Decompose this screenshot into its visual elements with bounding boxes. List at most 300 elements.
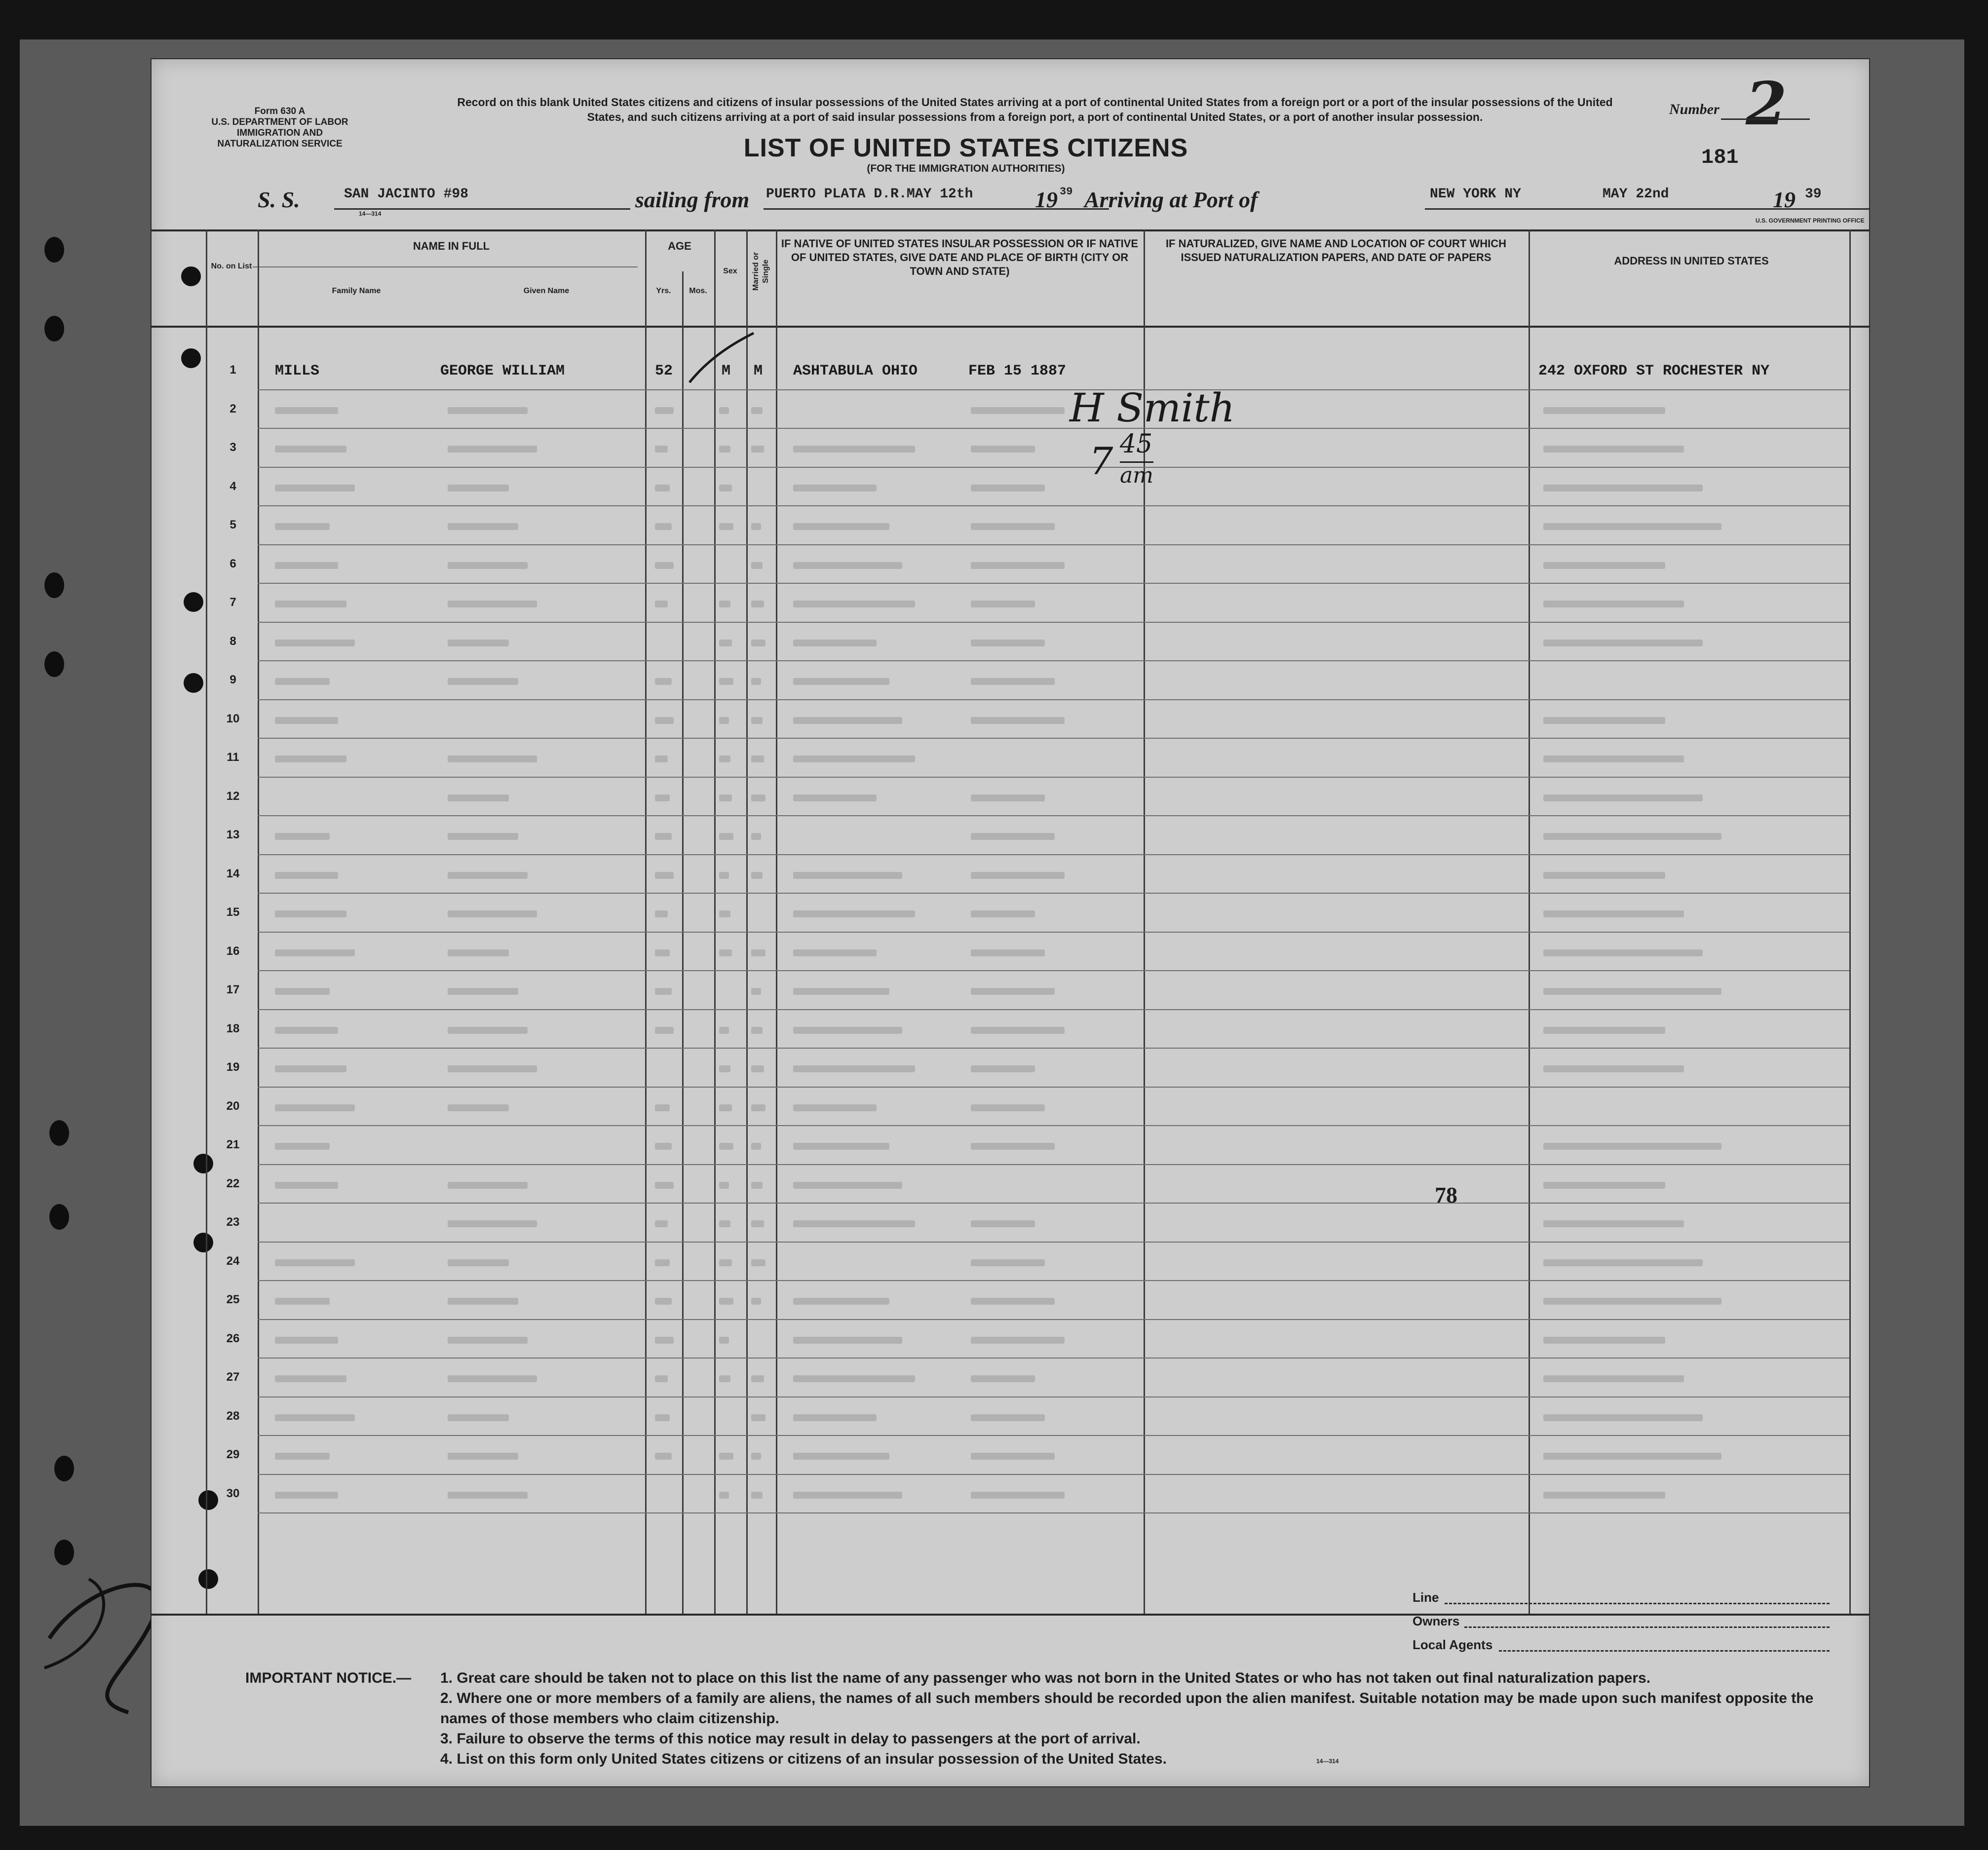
faded-entry	[1543, 1259, 1703, 1266]
column-header-given-name: Given Name	[523, 287, 570, 295]
faded-entry	[751, 1027, 763, 1034]
sailing-year: 39	[1060, 186, 1073, 198]
page-title: LIST OF UNITED STATES CITIZENS	[743, 134, 1188, 162]
faded-entry	[275, 1453, 330, 1460]
faded-entry	[971, 1375, 1035, 1382]
row-rule	[258, 1087, 1849, 1088]
faded-entry	[275, 1298, 330, 1305]
faded-entry	[275, 485, 355, 491]
row-number: 7	[229, 596, 236, 609]
row-rule	[258, 1474, 1849, 1475]
faded-entry	[275, 678, 330, 685]
row-number: 20	[226, 1099, 240, 1113]
row-number: 6	[229, 557, 236, 570]
row-rule	[258, 428, 1849, 429]
page-subtitle: (FOR THE IMMIGRATION AUTHORITIES)	[867, 163, 1065, 174]
time-meridiem: am	[1120, 461, 1153, 488]
faded-entry	[793, 523, 889, 530]
arrival-year: 39	[1805, 187, 1822, 202]
faded-entry	[719, 1027, 729, 1034]
faded-entry	[448, 485, 509, 491]
faded-entry	[793, 1453, 889, 1460]
row-number: 10	[226, 712, 240, 725]
faded-entry	[655, 1298, 672, 1305]
faded-entry	[275, 910, 346, 917]
faded-entry	[719, 1492, 729, 1499]
faded-entry	[971, 1220, 1035, 1227]
row-number: 8	[229, 634, 236, 648]
binder-hole	[44, 316, 64, 341]
punch-dot	[193, 1233, 213, 1252]
faded-entry	[275, 1492, 338, 1499]
faded-entry	[719, 1220, 730, 1227]
faded-entry	[793, 1298, 889, 1305]
faded-entry	[1543, 601, 1684, 607]
faded-entry	[971, 910, 1035, 917]
faded-entry	[1543, 1414, 1703, 1421]
faded-entry	[971, 1298, 1055, 1305]
row-rule	[258, 1009, 1849, 1010]
printing-office: U.S. GOVERNMENT PRINTING OFFICE	[1756, 217, 1865, 224]
faded-entry	[275, 523, 330, 530]
faded-entry	[448, 446, 537, 453]
column-header-married: Married or Single	[752, 252, 770, 291]
faded-entry	[448, 949, 509, 956]
faded-entry	[448, 1492, 528, 1499]
faded-entry	[655, 562, 674, 569]
column-header-no: No. on List	[211, 262, 252, 270]
column-divider	[776, 229, 777, 1614]
column-divider	[682, 271, 684, 1614]
faded-entry	[1543, 562, 1665, 569]
row-number: 15	[226, 906, 240, 919]
faded-entry	[275, 1337, 338, 1344]
faded-entry	[1543, 833, 1721, 840]
faded-entry	[275, 1065, 346, 1072]
row-number: 19	[226, 1060, 240, 1074]
manifest-sheet	[151, 58, 1870, 1787]
faded-entry	[275, 949, 355, 956]
faded-entry	[971, 717, 1065, 724]
faded-entry	[793, 640, 877, 646]
faded-entry	[719, 755, 730, 762]
row-number: 26	[226, 1331, 240, 1345]
binder-hole	[44, 572, 64, 598]
faded-entry	[719, 601, 730, 607]
faded-entry	[751, 601, 764, 607]
faded-entry	[655, 1453, 672, 1460]
faded-entry	[1543, 640, 1703, 646]
row-rule	[258, 1242, 1849, 1243]
row-number: 11	[227, 751, 239, 764]
column-header-years: Yrs.	[656, 287, 671, 295]
faded-entry	[275, 1259, 355, 1266]
ship-name: SAN JACINTO #98	[344, 187, 469, 202]
faded-entry	[448, 833, 518, 840]
row-number: 23	[226, 1215, 240, 1229]
faded-entry	[655, 949, 670, 956]
row-rule	[258, 1125, 1849, 1126]
faded-entry	[1543, 717, 1665, 724]
faded-entry	[448, 640, 509, 646]
form-instructions: Record on this blank United States citizens and citizens of insular possessions of the United States arriving at a port of continental United States from a foreign port or a port of the insular possessions of the United States, and such citizens arriving at a port of said insular possessions from a foreign port, a port of continental United States, or a port of another insular possession.	[457, 96, 1613, 123]
faded-entry	[751, 755, 764, 762]
faded-entry	[655, 717, 674, 724]
row-rule	[258, 660, 1849, 661]
row-number: 16	[226, 944, 240, 958]
faded-entry	[1543, 407, 1665, 414]
faded-entry	[719, 485, 732, 491]
column-divider	[258, 229, 259, 1614]
faded-entry	[448, 755, 537, 762]
faded-entry	[751, 562, 763, 569]
faded-entry	[448, 1220, 537, 1227]
row-rule	[258, 505, 1849, 506]
faded-entry	[793, 910, 915, 917]
handwritten-signature: H Smith	[1070, 385, 1235, 431]
faded-entry	[719, 1065, 730, 1072]
table-header-rule	[152, 326, 1869, 328]
faded-entry	[751, 717, 763, 724]
faded-entry	[751, 1143, 761, 1150]
faded-entry	[793, 678, 889, 685]
faded-entry	[971, 1259, 1045, 1266]
faded-entry	[1543, 1065, 1684, 1072]
faded-entry	[448, 1337, 528, 1344]
faded-entry	[655, 910, 668, 917]
faded-entry	[793, 1414, 877, 1421]
faded-entry	[1543, 446, 1684, 453]
faded-entry	[655, 988, 672, 995]
row-rule	[258, 970, 1849, 971]
punch-dot	[184, 592, 203, 612]
faded-entry	[275, 562, 338, 569]
number-value: 2	[1746, 69, 1787, 139]
faded-entry	[751, 407, 763, 414]
faded-entry	[751, 1414, 765, 1421]
row-rule	[258, 1319, 1849, 1320]
check-mark	[680, 328, 759, 387]
faded-entry	[793, 1337, 902, 1344]
row-number: 25	[226, 1293, 240, 1306]
row-number: 2	[229, 402, 236, 415]
faded-entry	[971, 1492, 1065, 1499]
faded-entry	[719, 407, 729, 414]
column-divider	[1849, 229, 1851, 1614]
number-label: Number	[1669, 101, 1720, 117]
faded-entry	[655, 1220, 668, 1227]
faded-entry	[655, 1375, 668, 1382]
faded-entry	[719, 523, 733, 530]
faded-entry	[793, 1104, 877, 1111]
faded-entry	[1543, 1182, 1665, 1189]
row-number: 1	[229, 363, 236, 377]
faded-entry	[719, 678, 733, 685]
faded-entry	[751, 1298, 761, 1305]
faded-entry	[971, 485, 1045, 491]
row-number: 22	[226, 1176, 240, 1190]
faded-entry	[971, 872, 1065, 879]
faded-entry	[655, 755, 668, 762]
faded-entry	[448, 794, 509, 801]
faded-entry	[275, 640, 355, 646]
faded-entry	[275, 833, 330, 840]
column-divider	[714, 229, 716, 1614]
punch-dot	[181, 266, 201, 286]
faded-entry	[751, 794, 765, 801]
faded-entry	[275, 717, 338, 724]
faded-entry	[751, 640, 765, 646]
faded-entry	[275, 755, 346, 762]
column-header-months: Mos.	[689, 287, 707, 295]
faded-entry	[655, 1143, 672, 1150]
binder-hole	[54, 1456, 74, 1481]
column-header-family-name: Family Name	[332, 287, 381, 295]
faded-entry	[971, 794, 1045, 801]
faded-entry	[751, 1104, 765, 1111]
row-rule	[258, 467, 1849, 468]
row-rule	[258, 1512, 1849, 1513]
row-number: 30	[226, 1486, 240, 1500]
faded-entry	[793, 988, 889, 995]
faded-entry	[971, 446, 1035, 453]
faded-entry	[719, 1182, 729, 1189]
faded-entry	[971, 1027, 1065, 1034]
faded-entry	[751, 1375, 764, 1382]
faded-entry	[751, 833, 761, 840]
faded-entry	[793, 717, 902, 724]
table-top-rule	[152, 229, 1869, 231]
column-header-name: NAME IN FULL	[413, 240, 490, 252]
department-line: NATURALIZATION SERVICE	[217, 139, 343, 149]
faded-entry	[1543, 988, 1721, 995]
row-rule	[258, 893, 1849, 894]
row-rule	[258, 932, 1849, 933]
faded-entry	[655, 485, 670, 491]
faded-entry	[655, 833, 672, 840]
faded-entry	[719, 833, 733, 840]
row-rule	[258, 622, 1849, 623]
punch-dot	[198, 1569, 218, 1589]
arrival-year-prefix: 19	[1773, 187, 1796, 212]
faded-entry	[655, 601, 668, 607]
faded-entry	[1543, 1337, 1665, 1344]
faded-entry	[719, 949, 732, 956]
faded-entry	[793, 562, 902, 569]
faded-entry	[751, 872, 763, 879]
column-header-sex: Sex	[723, 267, 737, 275]
faded-entry	[719, 872, 729, 879]
row1-married: M	[754, 363, 763, 379]
faded-entry	[275, 1104, 355, 1111]
faded-entry	[1543, 794, 1703, 801]
faded-entry	[275, 1143, 330, 1150]
notice-lead: IMPORTANT NOTICE.—	[245, 1670, 412, 1686]
faded-entry	[751, 523, 761, 530]
faded-entry	[448, 562, 528, 569]
row-number: 28	[226, 1409, 240, 1423]
punch-dot	[181, 348, 201, 368]
faded-entry	[971, 640, 1045, 646]
faded-entry	[655, 523, 672, 530]
ss-label: S. S.	[258, 187, 300, 212]
name-subheader-rule	[253, 266, 638, 267]
faded-entry	[751, 988, 761, 995]
faded-entry	[751, 1259, 765, 1266]
notice-item: 2. Where one or more members of a family are aliens, the names of all such members should be recorded upon the alien manifest. Suitable notation may be made upon such manifest opposite the names of those members who claim citizenship.	[440, 1690, 1814, 1727]
departure-port: PUERTO PLATA D.R.	[766, 187, 907, 202]
faded-entry	[448, 1259, 509, 1266]
faded-entry	[971, 601, 1035, 607]
faded-entry	[971, 988, 1055, 995]
row-rule	[258, 777, 1849, 778]
faded-entry	[1543, 1027, 1665, 1034]
faded-entry	[719, 794, 732, 801]
faded-entry	[448, 1414, 509, 1421]
faded-entry	[655, 446, 668, 453]
faded-entry	[971, 1453, 1055, 1460]
row-number: 29	[226, 1448, 240, 1461]
faded-entry	[751, 678, 761, 685]
faded-entry	[1543, 1220, 1684, 1227]
row1-address: 242 OXFORD ST ROCHESTER NY	[1538, 363, 1770, 379]
faded-entry	[751, 1065, 764, 1072]
faded-entry	[448, 1375, 537, 1382]
faded-entry	[275, 407, 338, 414]
row-rule	[258, 699, 1849, 700]
faded-entry	[448, 601, 537, 607]
faded-entry	[719, 1259, 732, 1266]
faded-entry	[793, 1492, 902, 1499]
binder-hole	[49, 1204, 69, 1230]
row1-given-name: GEORGE WILLIAM	[440, 363, 565, 379]
faded-entry	[655, 1104, 670, 1111]
number-underline	[1721, 118, 1810, 120]
faded-entry	[719, 1104, 732, 1111]
faded-entry	[751, 1453, 761, 1460]
arrival-underline	[1425, 208, 1869, 210]
local-agents-label: Local Agents	[1413, 1637, 1493, 1652]
faded-entry	[751, 446, 764, 453]
row-number: 9	[229, 673, 236, 686]
notice-item: 4. List on this form only United States citizens or citizens of an insular possession of the United States.	[440, 1751, 1167, 1767]
faded-entry	[719, 717, 729, 724]
faded-entry	[275, 601, 346, 607]
faded-entry	[448, 988, 518, 995]
faded-entry	[275, 872, 338, 879]
row-number: 18	[226, 1021, 240, 1035]
time-minutes: 45	[1120, 429, 1153, 459]
row-rule	[258, 1435, 1849, 1436]
faded-entry	[971, 562, 1065, 569]
line-label: Line	[1413, 1590, 1439, 1605]
faded-entry	[719, 1143, 733, 1150]
faded-entry	[793, 1375, 915, 1382]
faded-entry	[793, 1027, 902, 1034]
faded-entry	[1543, 910, 1684, 917]
faded-entry	[751, 1182, 763, 1189]
row-number: 13	[226, 828, 240, 841]
faded-entry	[971, 949, 1045, 956]
owners-underline	[1464, 1626, 1830, 1628]
row1-birth-date: FEB 15 1887	[968, 363, 1067, 379]
faded-entry	[1543, 949, 1703, 956]
faded-entry	[971, 407, 1065, 414]
punch-dot	[193, 1154, 213, 1173]
faded-entry	[448, 1065, 537, 1072]
faded-entry	[448, 407, 528, 414]
faded-entry	[655, 1337, 674, 1344]
faded-entry	[793, 1220, 915, 1227]
stamped-number: 181	[1701, 146, 1739, 169]
arrival-port: NEW YORK NY	[1430, 187, 1521, 202]
faded-entry	[793, 872, 902, 879]
department-line: IMMIGRATION AND	[236, 128, 323, 138]
ship-underline	[334, 208, 630, 210]
column-header-naturalized: IF NATURALIZED, GIVE NAME AND LOCATION OF COURT WHICH ISSUED NATURALIZATION PAPERS, AND DATE OF PAPERS	[1165, 237, 1507, 264]
binder-hole	[49, 1120, 69, 1146]
faded-entry	[448, 678, 518, 685]
punch-dot	[184, 673, 203, 693]
row-number: 4	[229, 479, 236, 493]
faded-entry	[793, 485, 877, 491]
faded-entry	[971, 523, 1055, 530]
notice-item: 3. Failure to observe the terms of this notice may result in delay to passengers at the port of arrival.	[440, 1731, 1141, 1747]
row-number: 3	[229, 441, 236, 454]
arriving-label: Arriving at Port of	[1084, 187, 1258, 212]
sailing-label: sailing from	[635, 187, 750, 212]
print-code: 14—314	[359, 210, 382, 217]
row-number: 17	[226, 983, 240, 996]
faded-entry	[971, 1065, 1035, 1072]
binder-hole	[44, 237, 64, 263]
local-agents-underline	[1499, 1650, 1830, 1652]
sailing-date: MAY 12th	[907, 187, 973, 202]
faded-entry	[971, 1414, 1045, 1421]
faded-entry	[448, 523, 518, 530]
faded-entry	[448, 1298, 518, 1305]
row-number: 5	[229, 518, 236, 531]
row-rule	[258, 544, 1849, 545]
row-rule	[258, 583, 1849, 584]
faded-entry	[793, 601, 915, 607]
faded-entry	[793, 1182, 902, 1189]
row-number: 14	[226, 867, 240, 880]
faded-entry	[275, 1027, 338, 1034]
faded-entry	[1543, 1143, 1721, 1150]
handwritten-time	[1089, 429, 1153, 488]
faded-entry	[751, 949, 765, 956]
faded-entry	[655, 1414, 670, 1421]
column-header-age: AGE	[668, 240, 691, 252]
binder-hole	[44, 651, 64, 677]
column-divider	[1529, 229, 1530, 1614]
faded-entry	[751, 1492, 763, 1499]
row-number: 27	[226, 1370, 240, 1384]
faded-entry	[793, 446, 915, 453]
arrival-date: MAY 22nd	[1603, 187, 1669, 202]
row1-sex: M	[722, 363, 731, 379]
faded-entry	[448, 1182, 528, 1189]
row-rule	[258, 815, 1849, 816]
department-line: U.S. DEPARTMENT OF LABOR	[211, 117, 348, 127]
faded-entry	[448, 1027, 528, 1034]
faded-entry	[971, 1337, 1065, 1344]
punch-dot	[198, 1490, 218, 1510]
faded-entry	[1543, 755, 1684, 762]
faded-entry	[448, 910, 537, 917]
row-rule	[258, 1203, 1849, 1204]
